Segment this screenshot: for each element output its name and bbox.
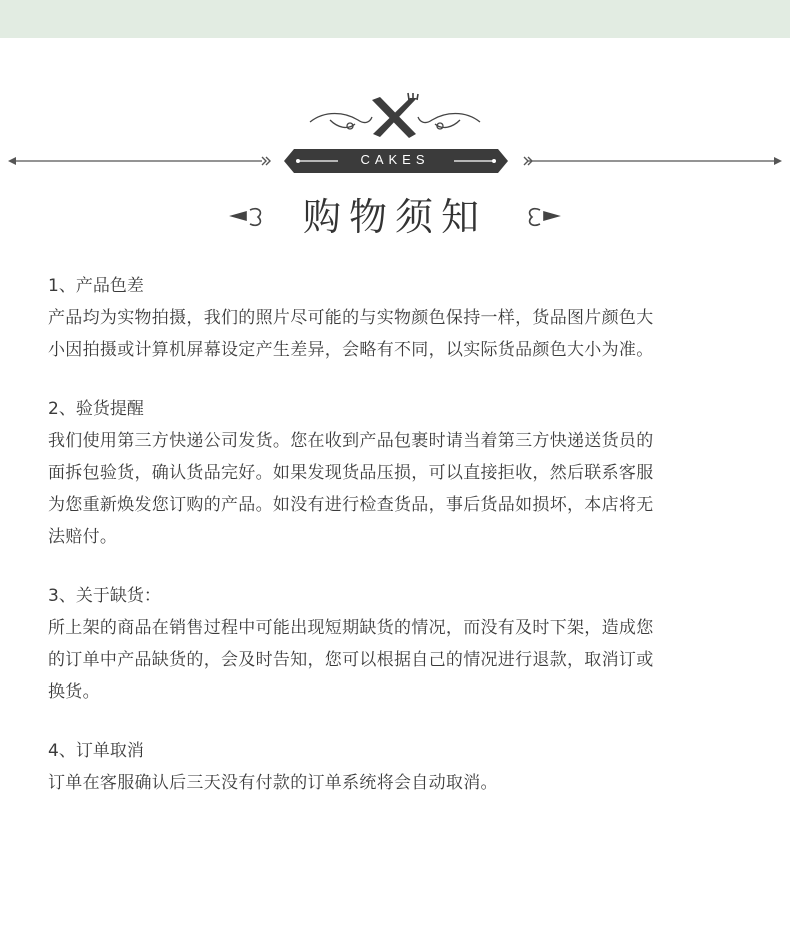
section-body xyxy=(48,612,748,708)
body-line: 小因拍摄或计算机屏幕设定产生差异，会略有不同，以实际货品颜色大小为准。 xyxy=(48,340,654,360)
section-order-cancel xyxy=(48,735,748,799)
body-line: 法赔付。 xyxy=(48,527,118,547)
body-line: 为您重新焕发您订购的产品。如没有进行检查货品，事后货品如损坏，本店将无 xyxy=(48,495,654,515)
body-line: 面拆包验货，确认货品完好。如果发现货品压损，可以直接拒收，然后联系客服 xyxy=(48,463,654,483)
fork-knife-icon xyxy=(372,93,418,138)
cakes-badge-label: CAKES xyxy=(360,152,430,167)
body-line: 的订单中产品缺货的，会及时告知，您可以根据自己的情况进行退款，取消订或 xyxy=(48,650,654,670)
body-line: 订单在客服确认后三天没有付款的订单系统将会自动取消。 xyxy=(48,773,498,793)
section-body xyxy=(48,425,748,553)
section-title: 3、关于缺货： xyxy=(48,586,161,606)
section-body xyxy=(48,767,748,799)
body-line: 产品均为实物拍摄，我们的照片尽可能的与实物颜色保持一样，货品图片颜色大 xyxy=(48,308,654,328)
body-line: 我们使用第三方快递公司发货。您在收到产品包裹时请当着第三方快递送货员的 xyxy=(48,431,654,451)
section-title: 1、产品色差 xyxy=(48,276,144,296)
page-title: 购物须知 xyxy=(302,195,487,239)
body-line: 所上架的商品在销售过程中可能出现短期缺货的情况，而没有及时下架，造成您 xyxy=(48,618,654,638)
section-title: 2、验货提醒 xyxy=(48,399,144,419)
section-out-of-stock xyxy=(48,580,748,708)
section-inspection xyxy=(48,393,748,553)
notice-content xyxy=(48,270,748,826)
section-title: 4、订单取消 xyxy=(48,741,144,761)
top-color-band xyxy=(0,0,790,38)
body-line: 换货。 xyxy=(48,682,100,702)
section-color-difference xyxy=(48,270,748,366)
section-body xyxy=(48,302,748,366)
